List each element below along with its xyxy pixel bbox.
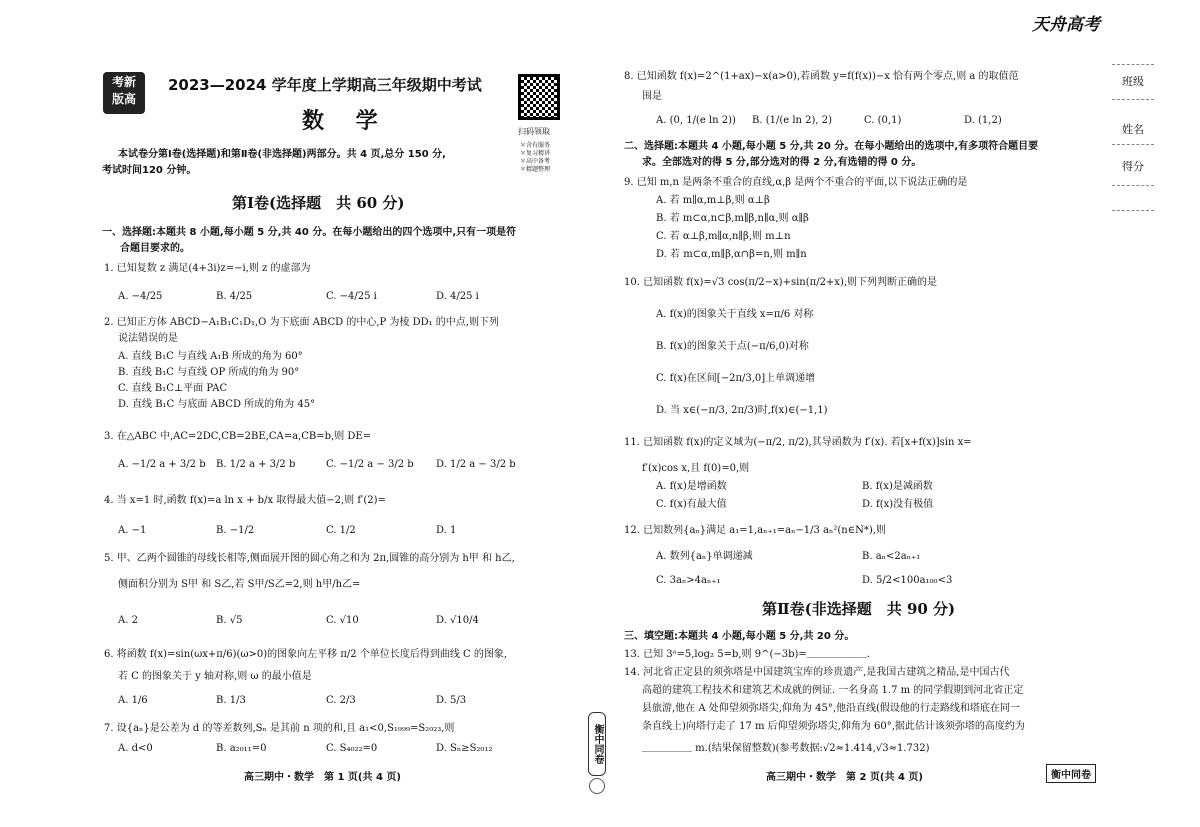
q11-stem: 11. 已知函数 f(x)的定义域为(−π/2, π/2),其导函数为 f′(x). 若[x+f(x)]sin x= <box>624 437 972 448</box>
q13-stem: 13. 已知 3ᵃ=5,log₂ 5=b,则 9^(−3b)=＿＿＿＿＿＿. <box>624 649 870 660</box>
qr-code[interactable] <box>518 74 560 120</box>
q7-option-a[interactable]: A. d<0 <box>118 743 153 754</box>
q4-option-c[interactable]: C. 1/2 <box>326 525 356 536</box>
q10-option-b[interactable]: B. f(x)的图象关于点(−π/6,0)对称 <box>656 341 809 352</box>
side-blank <box>1112 186 1154 211</box>
q5-option-b[interactable]: B. √5 <box>216 615 243 626</box>
q6-stem: 6. 将函数 f(x)=sin(ωx+π/6)(ω>0)的图象向左平移 π/2 个单位长度后得到曲线 C 的图象, <box>104 649 508 660</box>
q11-stem-cont: f′(x)cos x,且 f(0)=0,则 <box>642 463 750 474</box>
q7-option-c[interactable]: C. S₄₀₂₂=0 <box>326 743 378 754</box>
q5-option-a[interactable]: A. 2 <box>118 615 138 626</box>
q9-option-c[interactable]: C. 若 α⊥β,m∥α,n∥β,则 m⊥n <box>656 231 791 242</box>
q11-option-d[interactable]: D. f(x)没有极值 <box>862 499 934 510</box>
intro-line2: 考试时间120 分钟。 <box>102 165 197 176</box>
q7-stem: 7. 设{aₙ}是公差为 d 的等差数列,Sₙ 是其前 n 项的和,且 a₁<0,S₁₉₉₉=S₂₀₂₃,则 <box>104 723 455 734</box>
q8-option-c[interactable]: C. (0,1) <box>864 115 902 126</box>
q4-option-b[interactable]: B. −1/2 <box>216 525 255 536</box>
q14-line3: 县旅游,他在 A 处仰望须弥塔尖,仰角为 45°,他沿直线(假设他的行走路线和塔底在同一 <box>642 703 1020 714</box>
q2-stem-cont: 说法错误的是 <box>118 333 178 344</box>
q7-option-b[interactable]: B. a₂₀₁₁=0 <box>216 743 267 754</box>
q12-option-c[interactable]: C. 3aₙ>4aₙ₊₁ <box>656 575 721 586</box>
q3-option-d[interactable]: D. 1/2 a − 3/2 b <box>436 459 516 470</box>
q2-option-d[interactable]: D. 直线 B₁C 与底面 ABCD 所成的角为 45° <box>118 399 316 410</box>
section3-heading: 三、填空题:本题共 4 小题,每小题 5 分,共 20 分。 <box>624 631 855 642</box>
q5-option-d[interactable]: D. √10/4 <box>436 615 479 626</box>
q3-option-a[interactable]: A. −1/2 a + 3/2 b <box>118 459 206 470</box>
q9-option-d[interactable]: D. 若 m⊂α,m∥β,α∩β=n,则 m∥n <box>656 249 807 260</box>
section1-heading: 一、选择题:本题共 8 小题,每小题 5 分,共 40 分。在每小题给出的四个选项中,只有一项是符 <box>102 227 517 238</box>
q8-option-b[interactable]: B. (1/(e ln 2), 2) <box>752 115 833 126</box>
footer-right: 高三期中・数学 第 2 页(共 4 页) <box>766 772 923 783</box>
qr-caption: 扫码领取 <box>518 127 550 136</box>
q6-option-c[interactable]: C. 2/3 <box>326 695 356 706</box>
section1-heading-cont: 合题目要求的。 <box>120 243 190 254</box>
q7-option-d[interactable]: D. Sₙ≥S₂₀₁₂ <box>436 743 493 754</box>
q1-option-d[interactable]: D. 4/25 i <box>436 291 479 302</box>
q10-option-d[interactable]: D. 当 x∈(−π/3, 2π/3)时,f(x)∈(−1,1) <box>656 405 828 416</box>
footer-left: 高三期中・数学 第 1 页(共 4 页) <box>244 772 401 783</box>
q5-stem: 5. 甲、乙两个圆锥的母线长相等,侧面展开图的圆心角之和为 2π,圆锥的高分别为 h甲 和 h乙, <box>104 553 515 564</box>
q9-stem: 9. 已知 m,n 是两条不重合的直线,α,β 是两个不重合的平面,以下说法正确的是 <box>624 177 968 188</box>
q12-option-b[interactable]: B. aₙ<2aₙ₊₁ <box>862 551 921 562</box>
score-field[interactable]: 得分 <box>1112 145 1154 186</box>
q8-stem: 8. 已知函数 f(x)=2^(1+ax)−x(a>0),若函数 y=f(f(x))−x 恰有两个零点,则 a 的取值范 <box>624 71 1019 82</box>
qr-feature-list: ＊含有服务 ＊复习精讲 ＊高中备考 ＊精题整理 <box>520 142 551 173</box>
q11-option-c[interactable]: C. f(x)有最大值 <box>656 499 727 510</box>
q1-option-b[interactable]: B. 4/25 <box>216 291 253 302</box>
q14-line1: 14. 河北省正定县的须弥塔是中国建筑宝库的珍贵遗产,是我国古建筑之精品,是中国古代 <box>624 667 1010 678</box>
q2-option-a[interactable]: A. 直线 B₁C 与直线 A₁B 所成的角为 60° <box>118 351 303 362</box>
q1-option-a[interactable]: A. −4/25 <box>118 291 163 302</box>
q6-option-a[interactable]: A. 1/6 <box>118 695 148 706</box>
new-gaokao-stamp: 考新 版高 <box>103 72 145 114</box>
class-field[interactable]: 班级 <box>1112 65 1154 100</box>
spine-badge: 衡中同卷 <box>588 712 606 776</box>
q1-option-c[interactable]: C. −4/25 i <box>326 291 377 302</box>
q6-option-d[interactable]: D. 5/3 <box>436 695 467 706</box>
intro-line1: 本试卷分第Ⅰ卷(选择题)和第Ⅱ卷(非选择题)两部分。共 4 页,总分 150 分, <box>118 149 446 160</box>
q3-option-c[interactable]: C. −1/2 a − 3/2 b <box>326 459 414 470</box>
footer-badge: 衡中同卷 <box>1046 764 1096 783</box>
q3-stem: 3. 在△ABC 中,AC=2DC,CB=2BE,CA=a,CB=b,则 DE= <box>104 431 372 442</box>
q2-option-c[interactable]: C. 直线 B₁C⊥平面 PAC <box>118 383 228 394</box>
spine-swirl-icon <box>589 778 605 794</box>
q5-option-c[interactable]: C. √10 <box>326 615 359 626</box>
q1-stem: 1. 已知复数 z 满足(4+3i)z=−i,则 z 的虚部为 <box>104 263 311 274</box>
q9-option-a[interactable]: A. 若 m∥α,m⊥β,则 α⊥β <box>656 195 770 206</box>
q12-option-d[interactable]: D. 5/2<100a₁₀₀<3 <box>862 575 953 586</box>
side-info-panel <box>1112 64 1154 211</box>
q11-option-a[interactable]: A. f(x)是增函数 <box>656 481 727 492</box>
q8-stem-cont: 围是 <box>642 91 662 102</box>
part1-title: 第Ⅰ卷(选择题 共 60 分) <box>232 194 405 212</box>
q10-option-c[interactable]: C. f(x)在区间[−2π/3,0]上单调递增 <box>656 373 816 384</box>
q8-option-d[interactable]: D. (1,2) <box>964 115 1002 126</box>
q5-stem-cont: 侧面积分别为 S甲 和 S乙,若 S甲/S乙=2,则 h甲/h乙= <box>118 579 361 590</box>
q9-option-b[interactable]: B. 若 m⊂α,n⊂β,m∥β,n∥α,则 α∥β <box>656 213 809 224</box>
q6-option-b[interactable]: B. 1/3 <box>216 695 246 706</box>
q12-option-a[interactable]: A. 数列{aₙ}单调递减 <box>656 551 753 562</box>
exam-title: 2023—2024 学年度上学期高三年级期中考试 <box>168 76 482 94</box>
section2-heading: 二、选择题:本题共 4 小题,每小题 5 分,共 20 分。在每小题给出的选项中,有多项符合题目要 <box>624 141 1039 152</box>
q2-option-b[interactable]: B. 直线 B₁C 与直线 OP 所成的角为 90° <box>118 367 300 378</box>
brand-logo: 天舟高考 <box>1032 15 1100 35</box>
q8-option-a[interactable]: A. (0, 1/(e ln 2)) <box>656 115 736 126</box>
q6-stem-cont: 若 C 的图象关于 y 轴对称,则 ω 的最小值是 <box>118 671 312 682</box>
q4-stem: 4. 当 x=1 时,函数 f(x)=a ln x + b/x 取得最大值−2,则 f′(2)= <box>104 495 386 506</box>
q10-stem: 10. 已知函数 f(x)=√3 cos(π/2−x)+sin(π/2+x),则下列判断正确的是 <box>624 277 938 288</box>
name-field[interactable]: 姓名 <box>1112 100 1154 145</box>
q14-line2: 高超的建筑工程技术和建筑艺术成就的例证. 一名身高 1.7 m 的同学假期到河北省正定 <box>642 685 1024 696</box>
q4-option-a[interactable]: A. −1 <box>118 525 147 536</box>
q11-option-b[interactable]: B. f(x)是减函数 <box>862 481 933 492</box>
q10-option-a[interactable]: A. f(x)的图象关于直线 x=π/6 对称 <box>656 309 814 320</box>
q12-stem: 12. 已知数列{aₙ}满足 a₁=1,aₙ₊₁=aₙ−1/3 aₙ²(n∈N*),则 <box>624 525 886 536</box>
q14-line4: 条直线上)向塔行走了 17 m 后仰望须弥塔尖,仰角为 60°,据此估计该须弥塔的高度约为 <box>642 721 1025 732</box>
part2-title: 第Ⅱ卷(非选择题 共 90 分) <box>762 600 956 618</box>
subject-title: 数 学 <box>302 109 390 134</box>
q3-option-b[interactable]: B. 1/2 a + 3/2 b <box>216 459 296 470</box>
q14-line5: ＿＿＿＿＿ m.(结果保留整数)(参考数据:√2≈1.414,√3≈1.732) <box>642 743 930 754</box>
section2-heading-cont: 求。全部选对的得 5 分,部分选对的得 2 分,有选错的得 0 分。 <box>642 157 922 168</box>
q2-stem: 2. 已知正方体 ABCD−A₁B₁C₁D₁,O 为下底面 ABCD 的中心,P 为棱 DD₁ 的中点,则下列 <box>104 317 499 328</box>
q4-option-d[interactable]: D. 1 <box>436 525 457 536</box>
